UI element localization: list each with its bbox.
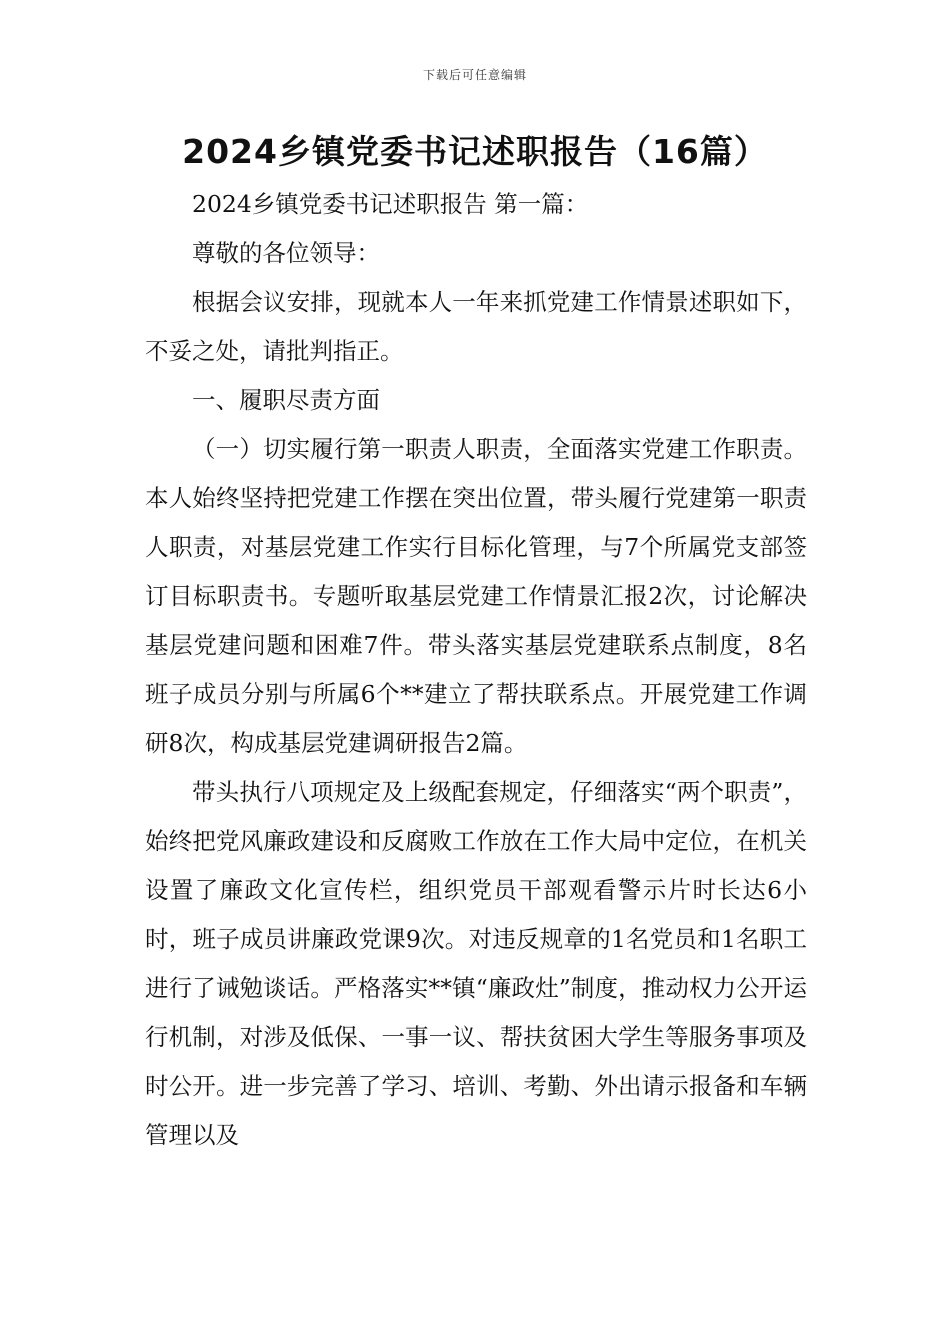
section-heading: 2024乡镇党委书记述职报告 第一篇： <box>192 190 589 218</box>
header-note: 下载后可任意编辑 <box>422 68 527 82</box>
section-subheading: 一、履职尽责方面 <box>192 386 380 414</box>
document-body <box>145 180 807 1160</box>
body-paragraph: 根据会议安排，现就本人一年来抓党建工作情景述职如下，不妥之处，请批判指正。 <box>145 288 807 365</box>
body-paragraph: 带头执行八项规定及上级配套规定，仔细落实“两个职责”，始终把党风廉政建设和反腐败工作放在工作大局中定位，在机关设置了廉政文化宣传栏，组织党员干部观看警示片时长达6小时，班子成员讲廉政党课9次。对违反规章的1名党员和1名职工进行了诫勉谈话。严格落实**镇“廉政灶”制度，推动权力公开运行机制，对涉及低保、一事一议、帮扶贫困大学生等服务事项及时公开。进一步完善了学习、培训、考勤、外出请示报备和车辆管理以及 <box>145 778 807 1149</box>
salutation: 尊敬的各位领导： <box>192 239 380 267</box>
document-title: 2024乡镇党委书记述职报告（16篇） <box>182 132 768 171</box>
body-paragraph: （一）切实履行第一职责人职责，全面落实党建工作职责。本人始终坚持把党建工作摆在突出位置，带头履行党建第一职责人职责，对基层党建工作实行目标化管理，与7个所属党支部签订目标职责书。专题听取基层党建工作情景汇报2次，讨论解决基层党建问题和困难7件。带头落实基层党建联系点制度，8名班子成员分别与所属6个**建立了帮扶联系点。开展党建工作调研8次，构成基层党建调研报告2篇。 <box>145 435 807 757</box>
